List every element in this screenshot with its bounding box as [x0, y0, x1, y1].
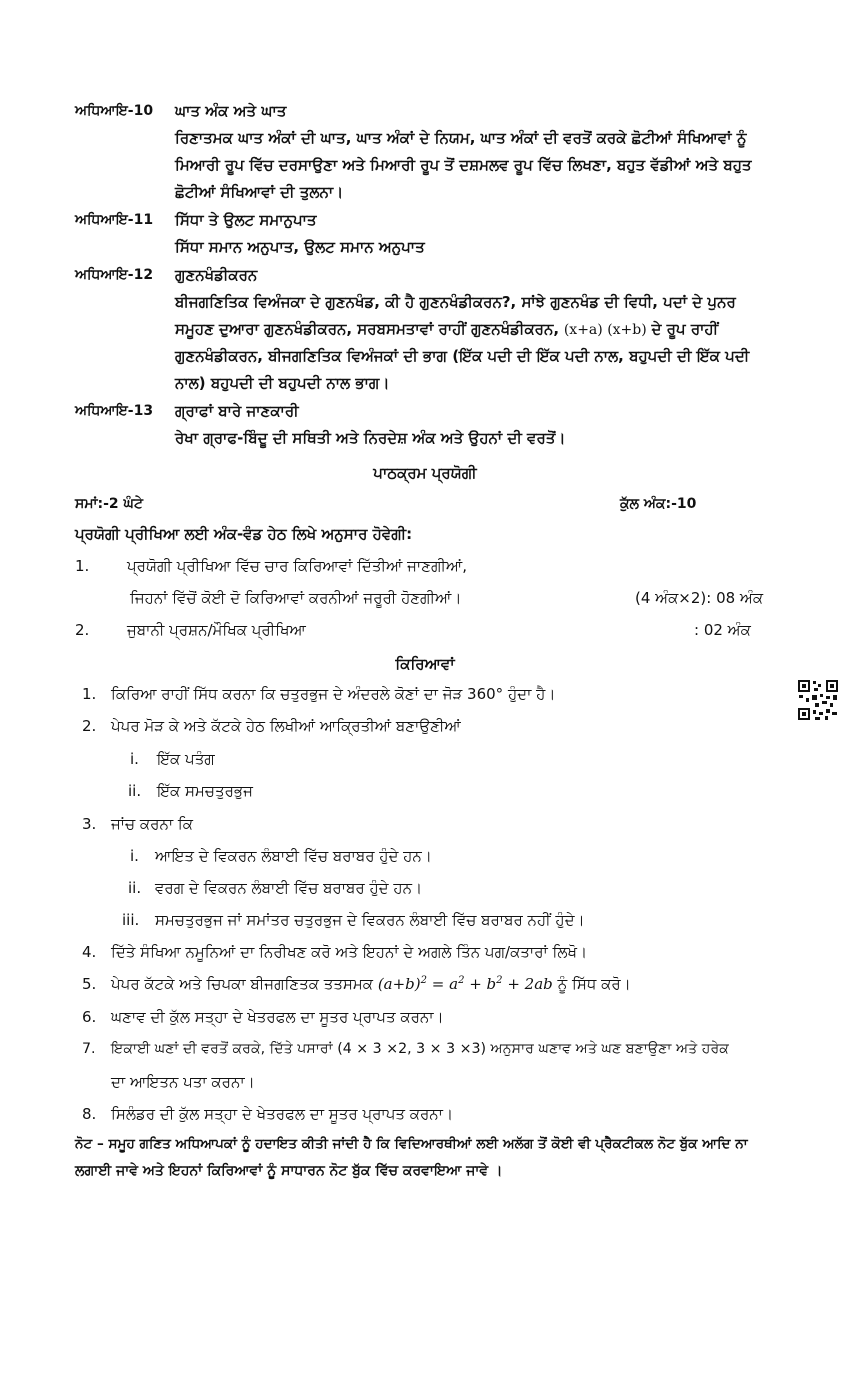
chapter-12-label: ਅਧਿਆਇ-12	[75, 267, 154, 283]
activity-5-line	[111, 975, 631, 993]
activity-5-num: 5.	[82, 975, 97, 993]
activity-3-sub-2-num: ii.	[128, 879, 142, 897]
activity-7-text: ਇਕਾਈ ਘਣਾਂ ਦੀ ਵਰਤੋਂ ਕਰਕੇ, ਦਿੱਤੇ ਪਸਾਰਾਂ (4 × 3 ×2, 3 × 3 ×3) ਅਨੁਸਾਰ ਘਣਾਵ ਅਤੇ ਘਣ ਬਣਾਉਣਾ ਅਤੇ ਹਰੇਕ	[111, 1041, 729, 1057]
chapter-12-line-2-tail: ਦੇ ਰੂਪ ਰਾਹੀਂ	[651, 320, 719, 338]
chapter-12-line-2-text: ਸਮੂਹਣ ਦੁਆਰਾ ਗੁਣਨਖੰਡੀਕਰਨ, ਸਰਬਸਮਤਾਵਾਂ ਰਾਹੀਂ ਗੁਣਨਖੰਡੀਕਰਨ,	[175, 320, 560, 338]
activity-2-sub-2-num: ii.	[128, 782, 142, 800]
activity-2-sub-1-num: i.	[130, 750, 139, 768]
activity-5-text: ਪੇਪਰ ਕੱਟਕੇ ਅਤੇ ਚਿਪਕਾ ਬੀਜਗਣਿਤਕ ਤਤਸਮਕ	[111, 975, 374, 993]
practical-total-marks: ਕੁੱਲ ਅੰਕ:-10	[620, 496, 697, 512]
activity-2-text: ਪੇਪਰ ਮੋੜ ਕੇ ਅਤੇ ਕੱਟਕੇ ਹੇਠ ਲਿਖੀਆਂ ਆਕ੍ਰਿਤੀਆਂ ਬਣਾਉਣੀਆਂ	[111, 717, 461, 735]
activity-3-sub-2-text: ਵਰਗ ਦੇ ਵਿਕਰਨ ਲੰਬਾਈ ਵਿੱਚ ਬਰਾਬਰ ਹੁੰਦੇ ਹਨ।	[155, 879, 423, 897]
activity-1-num: 1.	[82, 685, 97, 703]
activity-8-text: ਸਿਲੰਡਰ ਦੀ ਕੁੱਲ ਸਤ੍ਹਾ ਦੇ ਖੇਤਰਫਲ ਦਾ ਸੂਤਰ ਪ੍ਰਾਪਤ ਕਰਨਾ।	[111, 1105, 454, 1123]
activity-7-num: 7.	[82, 1041, 96, 1057]
chapter-10-line-2: ਮਿਆਰੀ ਰੂਪ ਵਿੱਚ ਦਰਸਾਉਣਾ ਅਤੇ ਮਿਆਰੀ ਰੂਪ ਤੋਂ ਦਸ਼ਮਲਵ ਰੂਪ ਵਿੱਚ ਲਿਖਣਾ, ਬਹੁਤ ਵੱਡੀਆਂ ਅਤੇ ਬਹੁਤ	[175, 156, 752, 174]
activity-8-num: 8.	[82, 1105, 97, 1123]
practical-item-1-line-1: ਪ੍ਰਯੋਗੀ ਪ੍ਰੀਖਿਆ ਵਿੱਚ ਚਾਰ ਕਿਰਿਆਵਾਂ ਦਿੱਤੀਆਂ ਜਾਣਗੀਆਂ,	[127, 557, 468, 575]
chapter-11-label: ਅਧਿਆਇ-11	[75, 212, 154, 228]
activity-1-text: ਕਿਰਿਆ ਰਾਹੀਂ ਸਿੱਧ ਕਰਨਾ ਕਿ ਚਤੁਰਭੁਜ ਦੇ ਅੰਦਰਲੇ ਕੋਣਾਂ ਦਾ ਜੋੜ 360° ਹੁੰਦਾ ਹੈ।	[111, 685, 556, 703]
chapter-11-title: ਸਿੱਧਾ ਤੇ ਉਲਟ ਸਮਾਨੁਪਾਤ	[175, 211, 317, 229]
activity-3-num: 3.	[82, 815, 97, 833]
activities-heading: ਕਿਰਿਆਵਾਂ	[395, 655, 455, 673]
activity-2-sub-2-text: ਇੱਕ ਸਮਚਤੁਰਭੁਜ	[157, 782, 253, 800]
chapter-10-title: ਘਾਤ ਅੰਕ ਅਤੇ ਘਾਤ	[175, 102, 287, 120]
qr-code-icon	[797, 679, 839, 721]
chapter-11-line-1: ਸਿੱਧਾ ਸਮਾਨ ਅਨੁਪਾਤ, ਉਲਟ ਸਮਾਨ ਅਨੁਪਾਤ	[175, 238, 425, 256]
activity-3-sub-3-num: iii.	[122, 911, 140, 929]
activity-4-num: 4.	[82, 943, 97, 961]
practical-item-1-marks: (4 ਅੰਕ×2): 08 ਅੰਕ	[635, 589, 764, 607]
activity-2-num: 2.	[82, 717, 97, 735]
activity-3-text: ਜਾਂਚ ਕਰਨਾ ਕਿ	[111, 815, 193, 833]
activity-3-sub-1-num: i.	[130, 847, 139, 865]
activity-3-sub-3-text: ਸਮਚਤੁਰਭੁਜ ਜਾਂ ਸਮਾਂਤਰ ਚਤੁਰਭੁਜ ਦੇ ਵਿਕਰਨ ਲੰਬਾਈ ਵਿੱਚ ਬਰਾਬਰ ਨਹੀਂ ਹੁੰਦੇ।	[155, 911, 585, 929]
chapter-13-label: ਅਧਿਆਇ-13	[75, 403, 154, 419]
practical-item-2-marks: : 02 ਅੰਕ	[694, 621, 751, 639]
chapter-12-line-2	[175, 320, 718, 338]
marks-distribution-heading: ਪ੍ਰਯੋਗੀ ਪ੍ਰੀਖਿਆ ਲਈ ਅੰਕ-ਵੰਡ ਹੇਠ ਲਿਖੇ ਅਨੁਸਾਰ ਹੋਵੇਗੀ:	[75, 525, 413, 543]
chapter-13-line-1: ਰੇਖਾ ਗ੍ਰਾਫ-ਬਿੰਦੂ ਦੀ ਸਥਿਤੀ ਅਤੇ ਨਿਰਦੇਸ਼ ਅੰਕ ਅਤੇ ਉਹਨਾਂ ਦੀ ਵਰਤੋਂ।	[175, 429, 566, 447]
chapter-13-title: ਗ੍ਰਾਫਾਂ ਬਾਰੇ ਜਾਣਕਾਰੀ	[175, 402, 299, 420]
activity-7-line-2: ਦਾ ਆਇਤਨ ਪਤਾ ਕਰਨਾ।	[111, 1073, 255, 1091]
chapter-12-inline-math: (x+a) (x+b)	[563, 322, 647, 338]
activity-3-sub-1-text: ਆਇਤ ਦੇ ਵਿਕਰਨ ਲੰਬਾਈ ਵਿੱਚ ਬਰਾਬਰ ਹੁੰਦੇ ਹਨ।	[155, 847, 432, 865]
note-line-1: ਨੋਟ – ਸਮੂਹ ਗਣਿਤ ਅਧਿਆਪਕਾਂ ਨੂੰ ਹਦਾਇਤ ਕੀਤੀ ਜਾਂਦੀ ਹੈ ਕਿ ਵਿਦਿਆਰਥੀਆਂ ਲਈ ਅਲੱਗ ਤੋਂ ਕੋਈ ਵੀ ਪ੍ਰੈਕਟੀਕਲ ਨੋਟ ਬੁੱਕ ਆਦਿ ਨਾ	[75, 1136, 748, 1152]
practical-item-1-num: 1.	[75, 557, 90, 575]
activity-2-sub-1-text: ਇੱਕ ਪਤੰਗ	[157, 750, 215, 768]
chapter-10-line-3: ਛੋਟੀਆਂ ਸੰਖਿਆਵਾਂ ਦੀ ਤੁਲਨਾ।	[175, 183, 344, 201]
practical-item-2-line-1: ਜੁਬਾਨੀ ਪ੍ਰਸ਼ਨ/ਮੌਖਿਕ ਪ੍ਰੀਖਿਆ	[127, 621, 306, 639]
practical-time: ਸਮਾਂ:-2 ਘੰਟੇ	[75, 496, 143, 512]
chapter-10-label: ਅਧਿਆਇ-10	[75, 103, 154, 119]
practical-item-1-line-2: ਜਿਹਨਾਂ ਵਿੱਚੋਂ ਕੋਈ ਦੋ ਕਿਰਿਆਵਾਂ ਕਰਨੀਆਂ ਜਰੂਰੀ ਹੋਣਗੀਆਂ।	[130, 589, 462, 607]
activity-5-tail: ਨੂੰ ਸਿੱਧ ਕਰੋ।	[557, 975, 631, 993]
chapter-12-line-3: ਗੁਣਨਖੰਡੀਕਰਨ, ਬੀਜਗਣਿਤਿਕ ਵਿਅੰਜਕਾਂ ਦੀ ਭਾਗ (ਇੱਕ ਪਦੀ ਦੀ ਇੱਕ ਪਦੀ ਨਾਲ, ਬਹੁਪਦੀ ਦੀ ਇੱਕ ਪਦੀ	[175, 347, 750, 365]
activity-6-text: ਘਣਾਵ ਦੀ ਕੁੱਲ ਸਤ੍ਹਾ ਦੇ ਖੇਤਰਫਲ ਦਾ ਸੂਤਰ ਪ੍ਰਾਪਤ ਕਰਨਾ।	[111, 1008, 444, 1026]
chapter-12-line-4: ਨਾਲ) ਬਹੁਪਦੀ ਦੀ ਬਹੁਪਦੀ ਨਾਲ ਭਾਗ।	[175, 374, 390, 392]
note-line-2: ਲਗਾਈ ਜਾਵੇ ਅਤੇ ਇਹਨਾਂ ਕਿਰਿਆਵਾਂ ਨੂੰ ਸਾਧਾਰਨ ਨੋਟ ਬੁੱਕ ਵਿੱਚ ਕਰਵਾਇਆ ਜਾਵੇ ।	[75, 1163, 503, 1179]
chapter-12-title: ਗੁਣਨਖੰਡੀਕਰਨ	[175, 266, 258, 284]
chapter-10-line-1: ਰਿਣਾਤਮਕ ਘਾਤ ਅੰਕਾਂ ਦੀ ਘਾਤ, ਘਾਤ ਅੰਕਾਂ ਦੇ ਨਿਯਮ, ਘਾਤ ਅੰਕਾਂ ਦੀ ਵਰਤੋਂ ਕਰਕੇ ਛੋਟੀਆਂ ਸੰਖਿਆਵਾਂ ਨੂੰ	[175, 129, 747, 147]
activity-6-num: 6.	[82, 1008, 97, 1026]
practical-heading: ਪਾਠਕ੍ਰਮ ਪ੍ਰਯੋਗੀ	[373, 464, 477, 482]
chapter-12-line-1: ਬੀਜਗਣਿਤਿਕ ਵਿਅੰਜਕਾ ਦੇ ਗੁਣਨਖੰਡ, ਕੀ ਹੈ ਗੁਣਨਖੰਡੀਕਰਨ?, ਸਾਂਝੇ ਗੁਣਨਖੰਡ ਦੀ ਵਿਧੀ, ਪਦਾਂ ਦੇ ਪੁਨਰ	[175, 293, 736, 311]
activity-4-text: ਦਿੱਤੇ ਸੰਖਿਆ ਨਮੂਨਿਆਂ ਦਾ ਨਿਰੀਖਣ ਕਰੋ ਅਤੇ ਇਹਨਾਂ ਦੇ ਅਗਲੇ ਤਿੰਨ ਪਗ/ਕਤਾਰਾਂ ਲਿਖੋ।	[111, 943, 588, 961]
activity-5-identity: $(a+b)^2 = a^2 + b^2 + 2ab$	[377, 975, 553, 993]
practical-item-2-num: 2.	[75, 621, 90, 639]
